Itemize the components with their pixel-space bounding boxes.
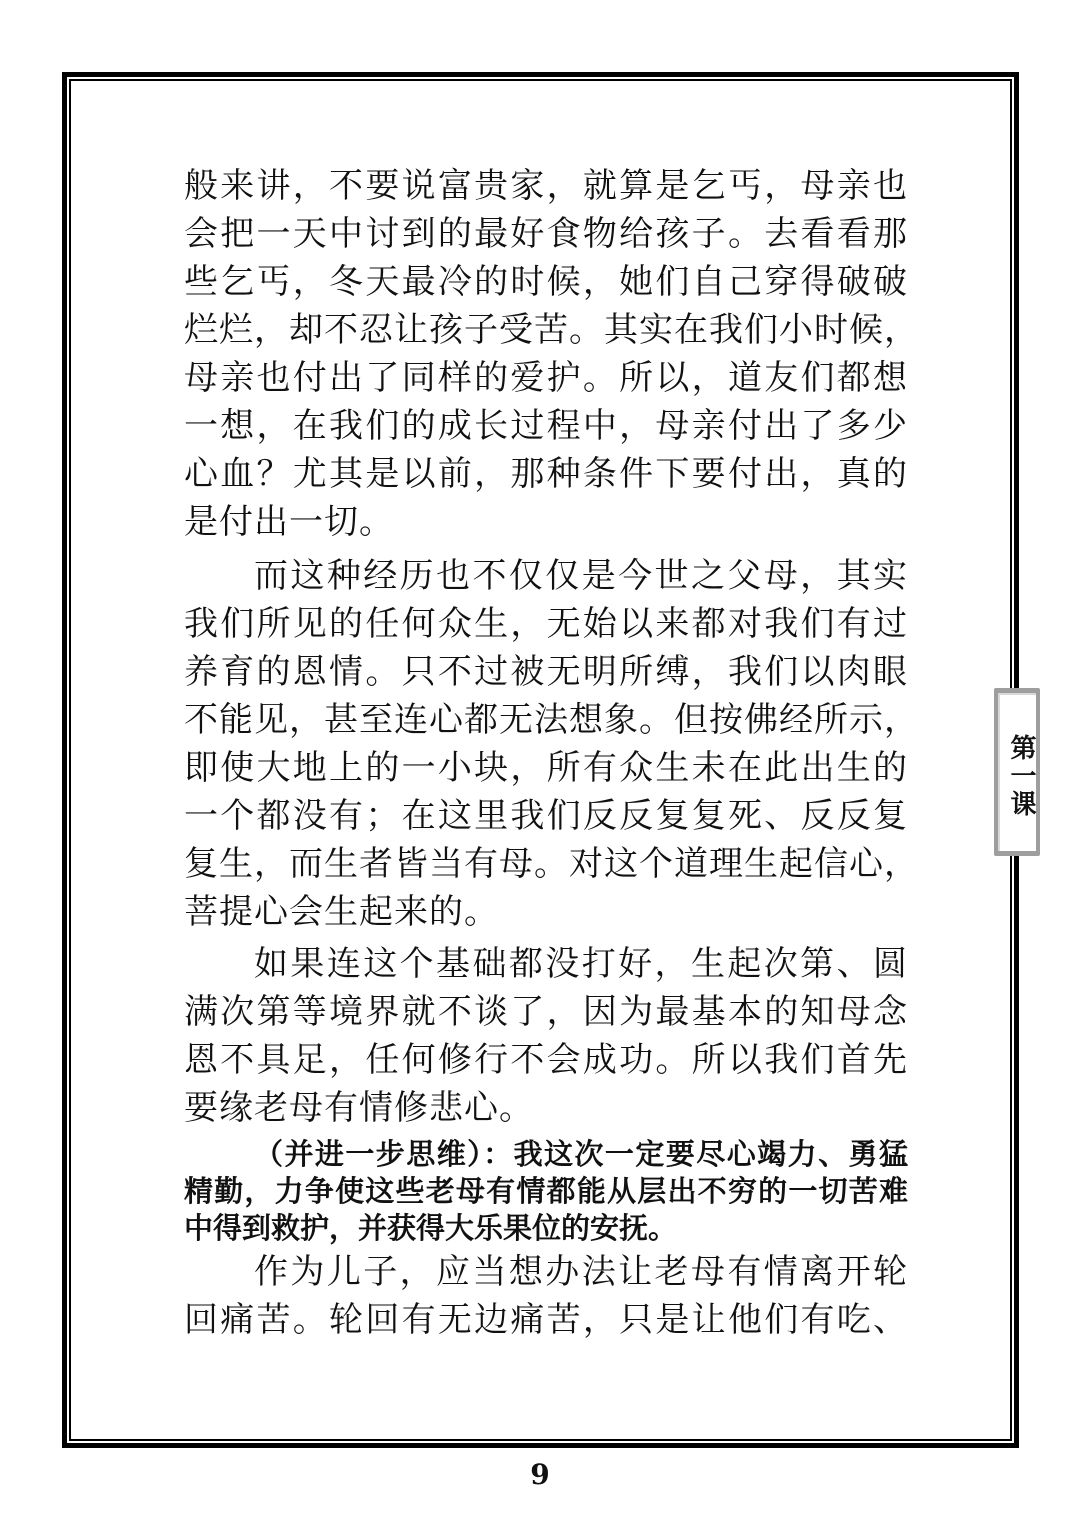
- chapter-tab: [994, 688, 1040, 856]
- text-line: 般来讲，不要说富贵家，就算是乞丐，母亲也: [184, 166, 908, 206]
- text-line: 我们所见的任何众生，无始以来都对我们有过: [184, 604, 908, 644]
- text-line: 母亲也付出了同样的爱护。所以，道友们都想: [184, 358, 908, 398]
- text-line: 烂烂，却不忍让孩子受苦。其实在我们小时候，: [184, 310, 919, 350]
- text-line: 复生，而生者皆当有母。对这个道理生起信心，: [184, 844, 919, 884]
- chapter-tab-label: 第一课: [1006, 734, 1036, 818]
- text-line: 菩提心会生起来的。: [184, 892, 499, 932]
- text-line: 一想，在我们的成长过程中，母亲付出了多少: [184, 406, 908, 446]
- text-line: 养育的恩情。只不过被无明所缚，我们以肉眼: [184, 652, 908, 692]
- paragraph-start-line: 作为儿子，应当想办法让老母有情离开轮: [254, 1252, 908, 1292]
- note-line: 中得到救护，并获得大乐果位的安抚。: [184, 1211, 678, 1245]
- text-line: 满次第等境界就不谈了，因为最基本的知母念: [184, 992, 908, 1032]
- text-line: 即使大地上的一小块，所有众生未在此出生的: [184, 748, 908, 788]
- text-line: 回痛苦。轮回有无边痛苦，只是让他们有吃、: [184, 1300, 908, 1340]
- text-line: 不能见，甚至连心都无法想象。但按佛经所示，: [184, 700, 919, 740]
- text-line: 些乞丐，冬天最冷的时候，她们自己穿得破破: [184, 262, 908, 302]
- page-number: 9: [530, 1458, 550, 1491]
- text-line: 一个都没有；在这里我们反反复复死、反反复: [184, 796, 908, 836]
- text-line: 会把一天中讨到的最好食物给孩子。去看看那: [184, 214, 908, 254]
- paragraph-start-line: 如果连这个基础都没打好，生起次第、圆: [254, 944, 908, 984]
- note-line: （并进一步思维）：我这次一定要尽心竭力、勇猛: [254, 1137, 908, 1171]
- text-line: 是付出一切。: [184, 502, 394, 542]
- chapter-tab-label-box: [998, 693, 1036, 851]
- note-line: 精勤，力争使这些老母有情都能从层出不穷的一切苦难: [184, 1174, 908, 1208]
- text-line: 要缘老母有情修悲心。: [184, 1088, 534, 1128]
- text-line: 心血？尤其是以前，那种条件下要付出，真的: [184, 454, 908, 494]
- paragraph-start-line: 而这种经历也不仅仅是今世之父母，其实: [254, 556, 908, 596]
- text-line: 恩不具足，任何修行不会成功。所以我们首先: [184, 1040, 908, 1080]
